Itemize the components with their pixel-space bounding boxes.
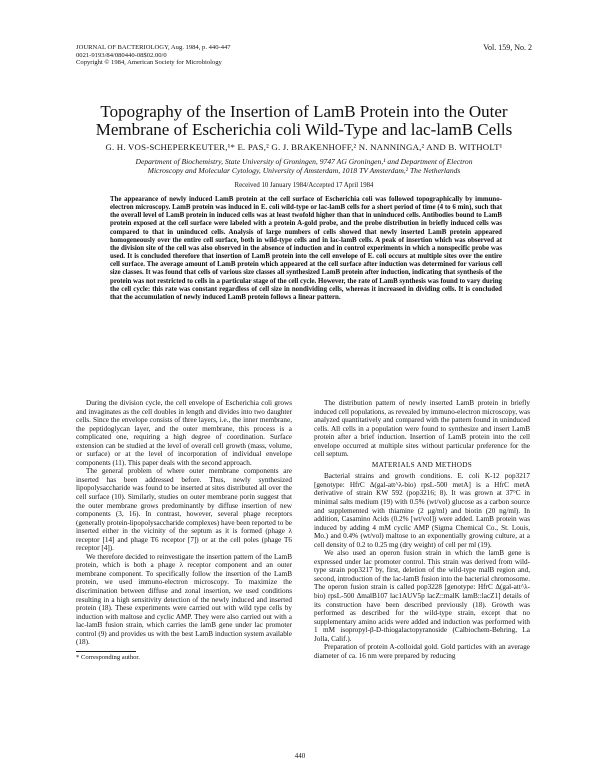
intro-paragraph-4: The distribution pattern of newly inserted LamB protein in briefly induced cell populations, as revealed by immuno-electron microscopy, was analyzed quantitatively and compared with the pattern found in uninduced cells. All cells in a population were found to synthesize and insert LamB protein after a brief induction. Insertion of LamB protein into the cell envelope occurred at multiple sites without particular preference for the cell septum. [314, 399, 530, 459]
operon-fusion-paragraph: We also used an operon fusion strain in which the lamB gene is expressed under lac promoter control. This strain was derived from wild-type strain pop3217 by, first, deletion of the wild-type malB region and, second, introduction of the lac-lamB fusion into the bacterial chromosome. The operon fusion strain is called pop3228 [genotype: HfrC Δ(gal-att^λ-bio) rpsL-500 ΔmalB107 lac1AUV5p lacZ::malK lamB::lacZ1] details of its construction have been described previously (18). Growth was performed as described for the wild-type strain, except that no supplementary amino acids were added and induction was performed with 1 mM isopropyl-β-D-thiogalactopyranoside (Calbiochem-Behring, La Jolla, Calif.). [314, 549, 530, 643]
author-list: G. H. VOS-SCHEPERKEUTER,¹* E. PAS,² G. J. BRAKENHOFF,² N. NANNINGA,² AND B. WITHOLT¹ [105, 142, 503, 152]
left-column [76, 399, 292, 662]
journal-citation: JOURNAL OF BACTERIOLOGY, Aug. 1984, p. 440-447 [76, 44, 231, 51]
issn-line: 0021-9193/84/080440-08$02.00/0 [76, 51, 167, 59]
affiliations [76, 157, 532, 175]
corresponding-author-footnote: * Corresponding author. [76, 653, 140, 661]
intro-paragraph-2: The general problem of where outer membrane components are inserted has been addressed before. Thus, newly synthesized lipopolysaccharide was found to be inserted at sites distributed all over the cell surface (10). Similarly, studies on outer membrane porin suggest that the outer membrane grows predominantly by diffuse insertion of new components (3, 16). In contrast, however, several phage receptors (generally protein-lipopolysaccharide complexes) have been reported to be inserted either in the vicinity of the septum as it is formed (phage λ receptor [14] and phage T6 receptor [7]) or at the cell poles (phage T6 receptor [4]). [76, 467, 292, 553]
affiliation-line-2: Microscopy and Molecular Cytology, University of Amsterdam, 1018 TV Amsterdam,² The Netherlands [147, 166, 461, 176]
copyright-line: Copyright © 1984, American Society for Microbiology [76, 59, 222, 67]
abstract: The appearance of newly induced LamB protein at the cell surface of Escherichia coli was followed topographically by immuno-electron microscopy. LamB protein was induced in E. coli wild-type or lac-lamB cells for a short period of time (4 to 6 min), such that the overall level of LamB protein in induced cells was at least twofold higher than that in uninduced cells. Antibodies bound to LamB protein exposed at the cell surface were labeled with a protein A-gold probe, and the probe distribution in briefly induced cells was compared to that in uninduced cells. Analysis of large numbers of cells showed that newly inserted LamB protein appeared homogeneously over the entire cell surface, both in wild-type cells and in lac-lamB cells. A peak of insertion which was observed at the division site of the cell was also observed in the absence of induction and in control experiments in which a nonspecific probe was used. It is concluded therefore that insertion of LamB protein into the cell envelope of E. coli occurs at multiple sites over the entire cell surface. The average amount of LamB protein which appeared at the cell surface after induction was determined for various cell size classes. It was found that cells of various size classes all synthesized LamB protein after induction, indicating that synthesis of the protein was not restricted to cells in a particular stage of the cell cycle. However, the rate of LamB synthesis was found to vary during the cell cycle: this rate was constant regardless of cell size in nondividing cells, whereas it increased in dividing cells. It is concluded that the accumulation of newly induced LamB protein follows a linear pattern. [110, 196, 502, 301]
title-line-1: Topography of the Insertion of LamB Protein into the Outer [100, 102, 508, 121]
intro-paragraph-1: During the division cycle, the cell envelope of Escherichia coli grows and invaginates as the cell doubles in length and divides into two daughter cells. Since the envelope consists of three layers, i.e., the inner membrane, the peptidoglycan layer, and the outer membrane, this process is a complicated one, requiring a high degree of coordination. Surface extension can be studied at the level of overall cell growth (mass, volume, or surface) or at the level of incorporation of individual envelope components (11). This paper deals with the second approach. [76, 399, 292, 467]
gold-prep-paragraph: Preparation of protein A-colloidal gold. Gold particles with an average diameter of ca. 16 nm were prepared by reducing [314, 643, 530, 660]
received-dates: Received 10 January 1984/Accepted 17 April 1984 [234, 182, 374, 189]
strains-paragraph: Bacterial strains and growth conditions. E. coli K-12 pop3217 [genotype: HfrC Δ(gal-att^λ-bio) rpsL-500 metA] is a HfrC metA derivative of strain KW 592 (pop3216; 8). It was grown at 37°C in minimal salts medium (19) with 0.5% (wt/vol) glucose as a carbon source and supplemented with thiamine (2 μg/ml) and biotin (20 ng/ml). In addition, Casamino Acids (0.2% [wt/vol]) were added. LamB protein was induced by adding 4 mM cyclic AMP (Sigma Chemical Co., St. Louis, Mo.) and 0.4% (wt/vol) maltose to an exponentially growing culture, at a cell density of 0.2 to 0.25 mg (dry weight) of cell per ml (19). [314, 472, 530, 549]
right-column [314, 399, 530, 660]
footnote-rule [76, 651, 136, 652]
running-header [76, 44, 532, 67]
title-line-2: Membrane of Escherichia coli Wild-Type and lac-lamB Cells [95, 120, 513, 139]
methods-heading: MATERIALS AND METHODS [371, 460, 473, 469]
intro-paragraph-3: We therefore decided to reinvestigate the insertion pattern of the LamB protein, which is both a phage λ receptor component and an outer membrane component. To specifically follow the insertion of the LamB protein, we used immuno-electron microscopy. To maximize the discrimination between diffuse and zonal insertion, we used conditions resulting in a high sensitivity detection of the newly induced and inserted protein (18). These experiments were carried out with wild type cells by induction with maltose and cyclic AMP. They were also carried out with a lac-lamB fusion strain, which carries the lamB gene under lac promoter control (9) and provides us with the best LamB induction system available (18). [76, 552, 292, 647]
volume-label: Vol. 159, No. 2 [483, 43, 532, 52]
article-title [76, 103, 532, 139]
page-number: 440 [294, 752, 306, 760]
affiliation-line-1: Department of Biochemistry, State University of Groningen, 9747 AG Groningen,¹ and Department of Electron [135, 157, 473, 166]
